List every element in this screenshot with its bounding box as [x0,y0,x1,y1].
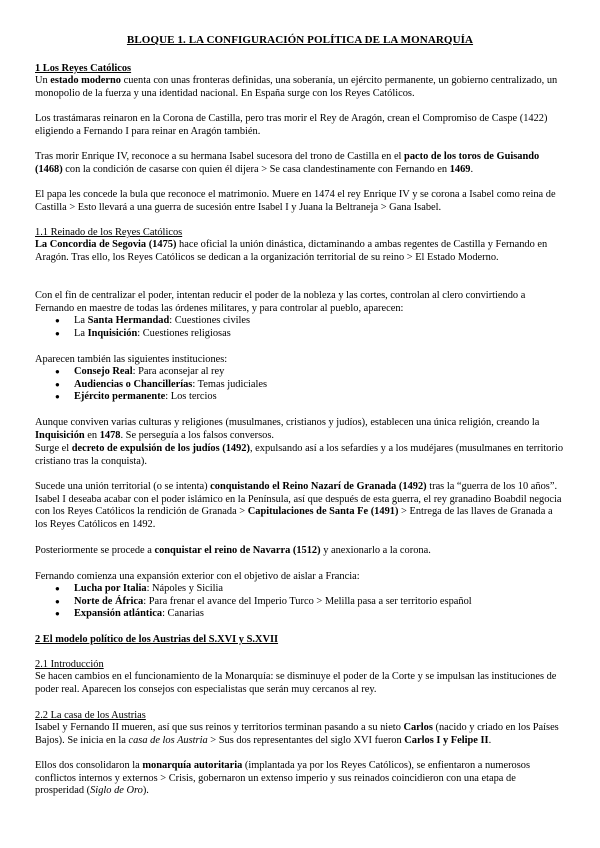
paragraph-casa-austrias: Isabel y Fernando II mueren, así que sus reinos y territorios terminan pasando a su nieto Carlos (nacido y criado en los Países Bajos). Se inicia en la casa de los Austria > Sus dos representantes del siglo XVI fueron Carlos I y Felipe II. [35,722,559,746]
paragraph-inquisicion: Aunque conviven varias culturas y religiones (musulmanes, cristianos y judíos), establecen una única religión, creando la Inquisición en 1478. Se perseguía a los falsos conversos. [35,417,540,441]
list-item: ● Ejército permanente: Los tercios [35,391,567,404]
paragraph-expansion-exterior: Fernando comienza una expansión exterior con el objetivo de aislar a Francia: [35,571,360,582]
list-item: ● La Santa Hermandad: Cuestiones civiles [35,315,567,328]
paragraph-instituciones-intro: Aparecen también las siguientes instituciones: [35,354,228,365]
document-title: BLOQUE 1. LA CONFIGURACIÓN POLÍTICA DE LA MONARQUÍA [126,34,474,46]
list-item: ● Lucha por Italia: Nápoles y Sicilia [35,583,567,596]
paragraph-expulsion-judios: Surge el decreto de expulsión de los judíos (1492), expulsando así a los sefardíes y a los mudéjares (musulmanes en territorio cristiano tras la conquista). [35,443,564,467]
list-item: ● Audiencias o Chancillerías: Temas judiciales [35,379,567,392]
paragraph-navarra: Posteriormente se procede a conquistar el reino de Navarra (1512) y anexionarlo a la corona. [35,545,431,556]
section-2-1-heading: 2.1 Introducción [35,659,104,670]
section-1-heading: 1 Los Reyes Católicos [35,63,132,74]
institutions-list [35,366,567,404]
list-item: ● Consejo Real: Para aconsejar al rey [35,366,567,379]
section-2-2-heading: 2.2 La casa de los Austrias [35,710,146,721]
list-item: ● Expansión atlántica: Canarias [35,608,567,621]
paragraph-introduccion: Se hacen cambios en el funcionamiento de la Monarquía: se disminuye el poder de la Corte y se impulsan las instituciones de poder real. Aparecen los consejos con especialistas que serán muy cercanos al rey. [35,671,557,695]
paragraph-toros-guisando: Tras morir Enrique IV, reconoce a su hermana Isabel sucesora del trono de Castilla en el pacto de los toros de Guisando (1468) con la condición de casarse con quien él dijera > Se casa clandestinamente con Fernando en 1469. [35,151,540,175]
paragraph-monarquia-autoritaria: Ellos dos consolidaron la monarquía autoritaria (implantada ya por los Reyes Católicos), se enfientaron a numerosos conflictos internos y externos > Crisis, gobernaron un extenso imperio y sus reinados coincidieron con una etapa de prosperidad (Siglo de Oro). [35,760,531,797]
paragraph-centralizar-poder: Con el fin de centralizar el poder, intentan reducir el poder de la nobleza y las cortes, controlan al clero convirtiendo a Fernando en maestre de todas las órdenes militares, y para controlar al pueblo, aparecen: [35,290,526,314]
control-list [35,315,567,340]
paragraph-trastamaras: Los trastámaras reinaron en la Corona de Castilla, pero tras morir el Rey de Aragón, crean el Compromiso de Caspe (1422) eligiendo a Fernando I para reinar en Aragón también. [35,113,548,137]
paragraph-estado-moderno: Un estado moderno cuenta con unas fronteras definidas, una soberanía, un ejército permanente, un gobierno centralizado, un monopolio de la fuerza y una identidad nacional. En España surge con los Reyes Católicos. [35,75,558,99]
paragraph-bula-papal: El papa les concede la bula que reconoce el matrimonio. Muere en 1474 el rey Enrique IV y se corona a Isabel como reina de Castilla > Esto llevará a una guerra de sucesión entre Isabel I y Juana la Beltraneja > Gana Isabel. [35,189,556,213]
expansion-list [35,583,567,621]
paragraph-granada: Sucede una unión territorial (o se intenta) conquistando el Reino Nazarí de Granada (1492) tras la “guerra de los 10 años”. Isabel I deseaba acabar con el poder islámico en la Península, así que después de esta guerra, el rey granadino Boabdil negocia con los Reyes Católicos la rendición de Granada > Capitulaciones de Santa Fe (1491) > Entrega de las llaves de Granada a los Reyes Católicos en 1492. [35,481,562,530]
list-item: ● La Inquisición: Cuestiones religiosas [35,328,567,341]
list-item: ● Norte de África: Para frenar el avance del Imperio Turco > Melilla pasa a ser territorio español [35,596,567,609]
section-1-1-heading: 1.1 Reinado de los Reyes Católicos [35,227,183,238]
paragraph-concordia-segovia: La Concordia de Segovia (1475) hace oficial la unión dinástica, dictaminando a ambas regentes de Castilla y Fernando en Aragón. Tras ello, los Reyes Católicos se dedican a la organización territorial de su reino > El Estado Moderno. [35,239,548,263]
section-2-heading: 2 El modelo político de los Austrias del S.XVI y S.XVII [35,634,279,645]
